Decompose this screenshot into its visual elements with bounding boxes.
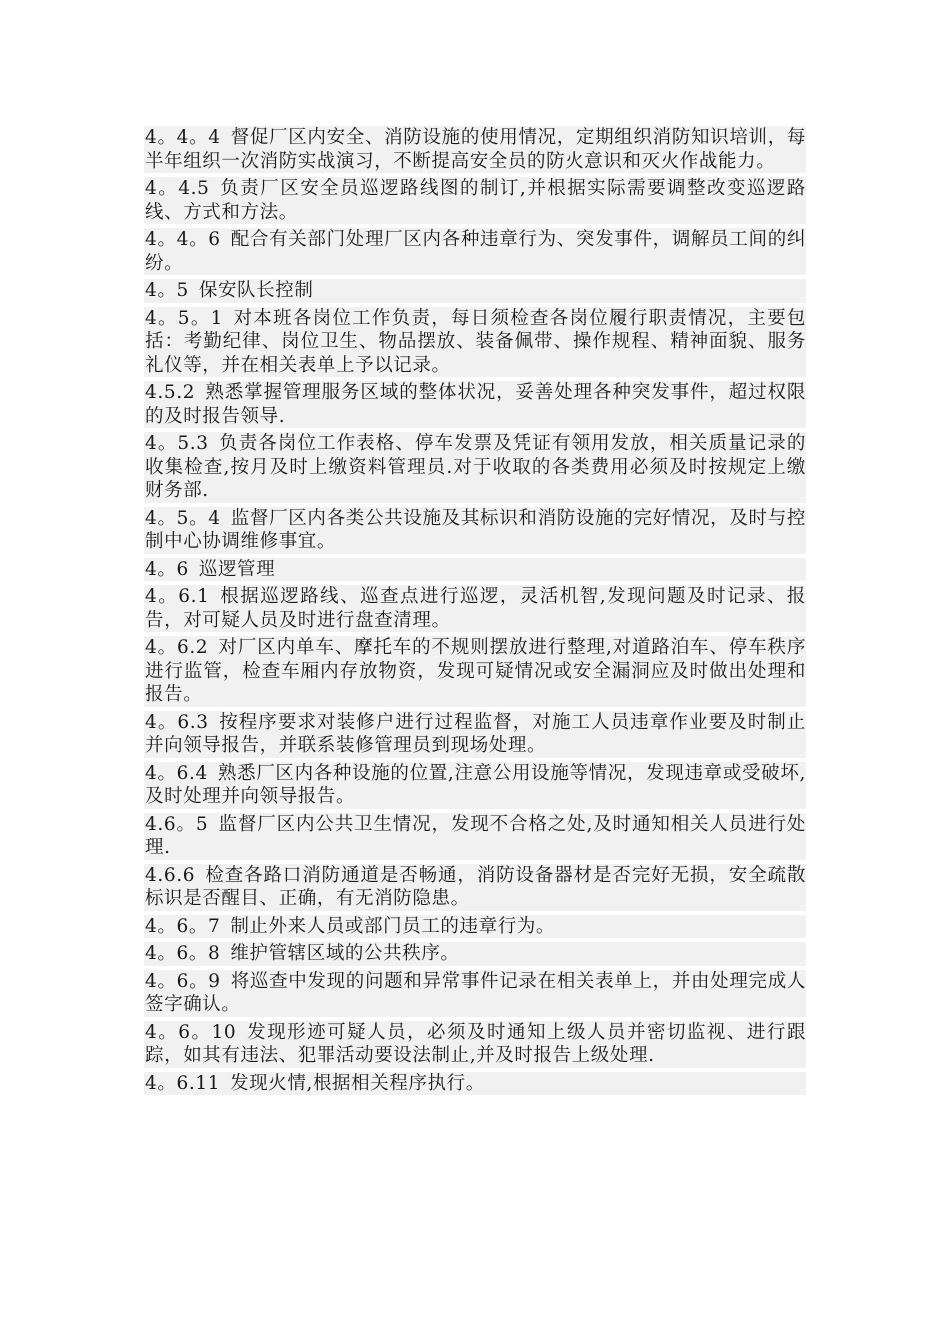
paragraph-4-4-6 [144, 228, 806, 275]
paragraph-4-5-2 [144, 381, 806, 428]
document-body [144, 126, 806, 1099]
clause-number: 4.6。5 [145, 813, 209, 835]
clause-number: 4。6。10 [145, 1021, 237, 1043]
paragraph-4-5-1 [144, 307, 806, 378]
clause-number: 4。6.1 [145, 586, 210, 607]
clause-text: 制止外来人员或部门员工的违章行为。 [230, 915, 556, 937]
paragraph-4-6-7 [144, 915, 806, 939]
clause-text: 维护管辖区域的公共秩序。 [230, 943, 460, 964]
clause-number: 4。4.5 [145, 178, 210, 199]
clause-text: 对本班各岗位工作负责，每日须检查各岗位履行职责情况，主要包括：考勤纪律、岗位卫生、物品摆放、装备佩带、操作规程、精神面貌、服务礼仪等，并在相关表单上予以记录。 [145, 307, 806, 376]
clause-text: 熟悉掌握管理服务区域的整体状况，妥善处理各种突发事件，超过权限的及时报告领导. [145, 382, 806, 427]
paragraph-4-6-1 [144, 585, 806, 632]
paragraph-4-6-11 [144, 1072, 806, 1096]
paragraph-4-4-5 [144, 177, 806, 224]
clause-number: 4。6。7 [145, 915, 221, 937]
clause-number: 4。6.4 [145, 762, 208, 784]
paragraph-4-4-4 [144, 126, 806, 173]
paragraph-4-6-3 [144, 711, 806, 758]
paragraph-4-6-10 [144, 1021, 806, 1068]
clause-text: 对厂区内单车、摩托车的不规则摆放进行整理,对道路泊车、停车秩序进行监管，检查车厢内存放物资，发现可疑情况或安全漏洞应及时做出处理和报告。 [145, 637, 806, 705]
clause-number: 4。6。8 [145, 943, 221, 964]
clause-text: 督促厂区内安全、消防设施的使用情况，定期组织消防知识培训，每半年组织一次消防实战演习，不断提高安全员的防火意识和灭火作战能力。 [145, 127, 807, 172]
clause-text: 将巡查中发现的问题和异常事件记录在相关表单上，并由处理完成人签字确认。 [145, 970, 807, 1015]
clause-text: 熟悉厂区内各种设施的位置,注意公用设施等情况，发现违章或受破坏,及时处理并向领导报告。 [145, 762, 806, 807]
paragraph-4-6-2 [144, 636, 806, 707]
clause-number: 4.5.2 [145, 382, 196, 403]
paragraph-4-6-4 [144, 762, 806, 809]
section-number: 4。6 [145, 558, 189, 580]
paragraph-4-6-8 [144, 942, 806, 966]
clause-number: 4。6.3 [145, 711, 209, 733]
clause-text: 发现形迹可疑人员，必须及时通知上级人员并密切监视、进行跟踪，如其有违法、犯罪活动要设法制止,并及时报告上级处理. [145, 1021, 806, 1066]
clause-text: 负责各岗位工作表格、停车发票及凭证有领用发放，相关质量记录的收集检查,按月及时上缴资料管理员.对于收取的各类费用必须及时按规定上缴财务部. [145, 433, 806, 501]
clause-text: 负责厂区安全员巡逻路线图的制订,并根据实际需要调整改变巡逻路线、方式和方法。 [145, 178, 806, 223]
clause-number: 4。6。9 [145, 970, 221, 992]
clause-text: 监督厂区内各类公共设施及其标识和消防设施的完好情况，及时与控制中心协调维修事宜。 [145, 507, 807, 552]
paragraph-4-6-9 [144, 970, 806, 1017]
clause-text: 根据巡逻路线、巡查点进行巡逻，灵活机智,发现问题及时记录、报告，对可疑人员及时进行盘查清理。 [145, 586, 806, 631]
section-heading-4-6 [144, 558, 806, 582]
clause-number: 4。5。1 [145, 307, 223, 329]
section-title: 保安队长控制 [198, 280, 314, 301]
section-heading-4-5 [144, 279, 806, 303]
paragraph-4-5-4 [144, 507, 806, 554]
paragraph-4-6-5 [144, 813, 806, 860]
clause-number: 4。5.3 [145, 433, 209, 454]
clause-text: 配合有关部门处理厂区内各种违章行为、突发事件，调解员工间的纠纷。 [145, 229, 807, 274]
section-title: 巡逻管理 [198, 558, 276, 580]
paragraph-4-6-6 [144, 864, 806, 911]
paragraph-4-5-3 [144, 432, 806, 503]
clause-number: 4。4。4 [145, 127, 221, 148]
clause-number: 4。5。4 [145, 507, 221, 529]
clause-text: 按程序要求对装修户进行过程监督，对施工人员违章作业要及时制止并向领导报告，并联系装修管理员到现场处理。 [145, 711, 806, 756]
clause-text: 发现火情,根据相关程序执行。 [230, 1072, 485, 1094]
section-number: 4。5 [145, 280, 189, 301]
clause-text: 检查各路口消防通道是否畅通，消防设备器材是否完好无损，安全疏散标识是否醒目、正确，有无消防隐患。 [145, 864, 806, 909]
clause-number: 4。6.11 [145, 1072, 221, 1094]
clause-number: 4。4。6 [145, 229, 221, 250]
clause-number: 4.6.6 [145, 864, 196, 886]
clause-text: 监督厂区内公共卫生情况，发现不合格之处,及时通知相关人员进行处理. [145, 813, 806, 858]
clause-number: 4。6.2 [145, 637, 209, 658]
